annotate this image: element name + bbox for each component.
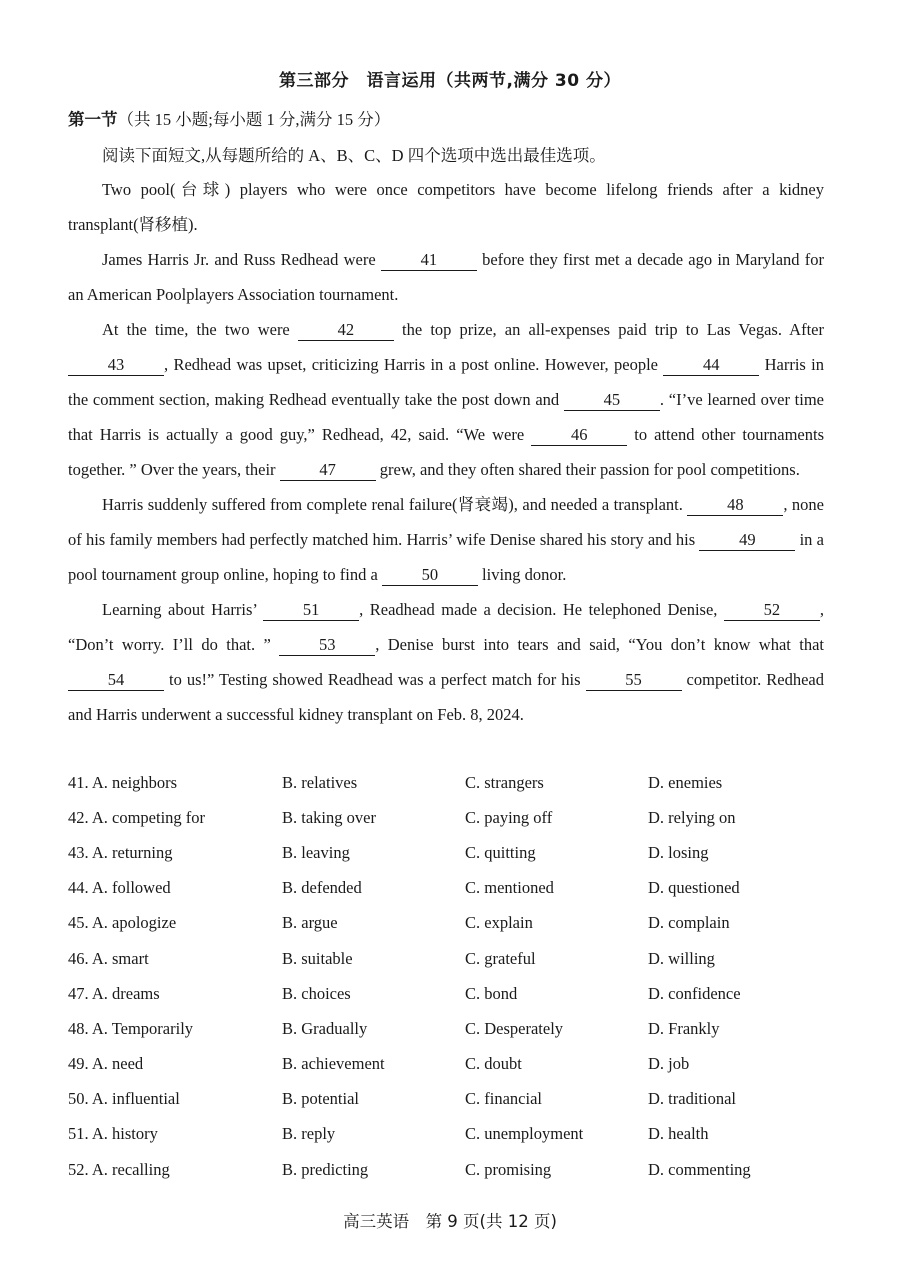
question-50: [68, 1082, 848, 1117]
passage-text: Harris in the comment section, making Redhead eventually take the post down and: [68, 355, 824, 409]
question-44: [68, 871, 848, 906]
question-42: [68, 800, 848, 835]
option-c[interactable]: C. paying off: [465, 807, 553, 827]
option-b[interactable]: B. leaving: [282, 842, 350, 862]
option-d[interactable]: D. complain: [648, 913, 730, 933]
paragraph: [68, 172, 824, 242]
passage-text: Learning about Harris’: [102, 600, 264, 619]
question-52: [68, 1152, 848, 1187]
option-d[interactable]: D. commenting: [648, 1159, 751, 1179]
passage: [68, 172, 824, 732]
passage-text: living donor.: [477, 565, 567, 584]
option-d[interactable]: D. willing: [648, 948, 715, 968]
blank-43[interactable]: 43: [68, 355, 164, 376]
passage-text: , Denise burst into tears and said, “You don’t know what that: [375, 635, 825, 654]
passage-text: Harris suddenly suffered from complete renal failure(肾衰竭), and needed a transplant.: [102, 495, 688, 514]
option-d[interactable]: D. Frankly: [648, 1018, 720, 1038]
question-49: [68, 1047, 848, 1082]
section-label: 第一节: [68, 110, 118, 129]
option-b[interactable]: B. reply: [282, 1124, 336, 1144]
question-number-option-a[interactable]: 47. A. dreams: [68, 983, 160, 1003]
option-c[interactable]: C. explain: [465, 913, 533, 933]
option-d[interactable]: D. relying on: [648, 807, 736, 827]
option-b[interactable]: B. suitable: [282, 948, 353, 968]
question-43: [68, 835, 848, 870]
question-41: [68, 765, 848, 800]
option-c[interactable]: C. grateful: [465, 948, 536, 968]
passage-text: the top prize, an all-expenses paid trip to Las Vegas. After: [393, 320, 824, 339]
question-45: [68, 906, 848, 941]
passage-text: before they first met a decade ago in Maryland for an American Poolplayers Association tournament.: [68, 250, 824, 304]
passage-text: Two pool(台球) players who were once competitors have become lifelong friends after a kidney transplant(肾移植).: [68, 180, 824, 234]
option-c[interactable]: C. bond: [465, 983, 518, 1003]
paragraph: [68, 592, 824, 732]
option-b[interactable]: B. choices: [282, 983, 351, 1003]
blank-49[interactable]: 49: [699, 530, 795, 551]
blank-41[interactable]: 41: [381, 250, 477, 271]
option-b[interactable]: B. taking over: [282, 807, 376, 827]
option-c[interactable]: C. doubt: [465, 1054, 522, 1074]
blank-54[interactable]: 54: [68, 670, 164, 691]
blank-47[interactable]: 47: [280, 460, 376, 481]
option-b[interactable]: B. argue: [282, 913, 338, 933]
option-d[interactable]: D. traditional: [648, 1089, 736, 1109]
directions: 阅读下面短文,从每题所给的 A、B、C、D 四个选项中选出最佳选项。: [102, 146, 606, 165]
blank-45[interactable]: 45: [564, 390, 660, 411]
option-b[interactable]: B. Gradually: [282, 1018, 368, 1038]
question-number-option-a[interactable]: 48. A. Temporarily: [68, 1018, 194, 1038]
blank-46[interactable]: 46: [531, 425, 627, 446]
blank-52[interactable]: 52: [724, 600, 820, 621]
blank-44[interactable]: 44: [663, 355, 759, 376]
paragraph: [68, 487, 824, 592]
passage-text: in a pool tournament group online, hoping to find a: [68, 530, 824, 584]
question-51: [68, 1117, 848, 1152]
part-title: 第三部分 语言运用（共两节,满分 30 分）: [279, 71, 621, 91]
option-c[interactable]: C. mentioned: [465, 878, 554, 898]
passage-text: At the time, the two were: [102, 320, 298, 339]
question-number-option-a[interactable]: 45. A. apologize: [68, 913, 177, 933]
question-number-option-a[interactable]: 46. A. smart: [68, 948, 149, 968]
option-d[interactable]: D. job: [648, 1054, 690, 1074]
paragraph: [68, 242, 824, 312]
blank-50[interactable]: 50: [382, 565, 478, 586]
section-info: （共 15 小题;每小题 1 分,满分 15 分）: [117, 110, 391, 129]
option-d[interactable]: D. confidence: [648, 983, 741, 1003]
option-d[interactable]: D. losing: [648, 842, 709, 862]
option-b[interactable]: B. defended: [282, 878, 362, 898]
option-c[interactable]: C. Desperately: [465, 1018, 564, 1038]
option-c[interactable]: C. unemployment: [465, 1124, 584, 1144]
page-footer: 高三英语 第 9 页(共 12 页): [343, 1212, 557, 1231]
paragraph: [68, 312, 824, 487]
passage-text: , Readhead made a decision. He telephoned Denise,: [359, 600, 724, 619]
passage-text: James Harris Jr. and Russ Redhead were: [102, 250, 381, 269]
blank-55[interactable]: 55: [586, 670, 682, 691]
question-number-option-a[interactable]: 43. A. returning: [68, 842, 173, 862]
passage-text: competitor. Redhead and Harris underwent a successful kidney transplant on Feb. 8, 2024.: [68, 670, 824, 724]
question-number-option-a[interactable]: 49. A. need: [68, 1054, 144, 1074]
question-number-option-a[interactable]: 51. A. history: [68, 1124, 158, 1144]
option-d[interactable]: D. questioned: [648, 878, 740, 898]
passage-text: , Redhead was upset, criticizing Harris in a post online. However, people: [164, 355, 664, 374]
passage-text: to us!” Testing showed Readhead was a perfect match for his: [164, 670, 586, 689]
option-b[interactable]: B. relatives: [282, 772, 358, 792]
blank-53[interactable]: 53: [279, 635, 375, 656]
passage-text: grew, and they often shared their passion for pool competitions.: [375, 460, 800, 479]
option-c[interactable]: C. financial: [465, 1089, 542, 1109]
question-number-option-a[interactable]: 50. A. influential: [68, 1089, 180, 1109]
section-title: [68, 106, 390, 130]
passage-text: , “Don’t worry. I’ll do that. ”: [68, 600, 824, 654]
option-d[interactable]: D. enemies: [648, 772, 723, 792]
option-b[interactable]: B. achievement: [282, 1054, 385, 1074]
options-list: [68, 765, 848, 1187]
question-number-option-a[interactable]: 52. A. recalling: [68, 1159, 170, 1179]
question-47: [68, 976, 848, 1011]
question-number-option-a[interactable]: 44. A. followed: [68, 878, 171, 898]
option-c[interactable]: C. strangers: [465, 772, 544, 792]
question-46: [68, 941, 848, 976]
blank-42[interactable]: 42: [298, 320, 394, 341]
blank-48[interactable]: 48: [687, 495, 783, 516]
passage-text: , none of his family members had perfectly matched him. Harris’ wife Denise shared his story and his: [68, 495, 824, 549]
option-b[interactable]: B. predicting: [282, 1159, 369, 1179]
option-d[interactable]: D. health: [648, 1124, 709, 1144]
blank-51[interactable]: 51: [263, 600, 359, 621]
option-c[interactable]: C. promising: [465, 1159, 552, 1179]
question-48: [68, 1011, 848, 1046]
passage-text: to attend other tournaments together. ” Over the years, their: [68, 425, 824, 479]
option-c[interactable]: C. quitting: [465, 842, 536, 862]
question-number-option-a[interactable]: 42. A. competing for: [68, 807, 206, 827]
question-number-option-a[interactable]: 41. A. neighbors: [68, 772, 178, 792]
option-b[interactable]: B. potential: [282, 1089, 359, 1109]
passage-text: . “I’ve learned over time that Harris is actually a good guy,” Redhead, 42, said. “We were: [68, 390, 824, 444]
